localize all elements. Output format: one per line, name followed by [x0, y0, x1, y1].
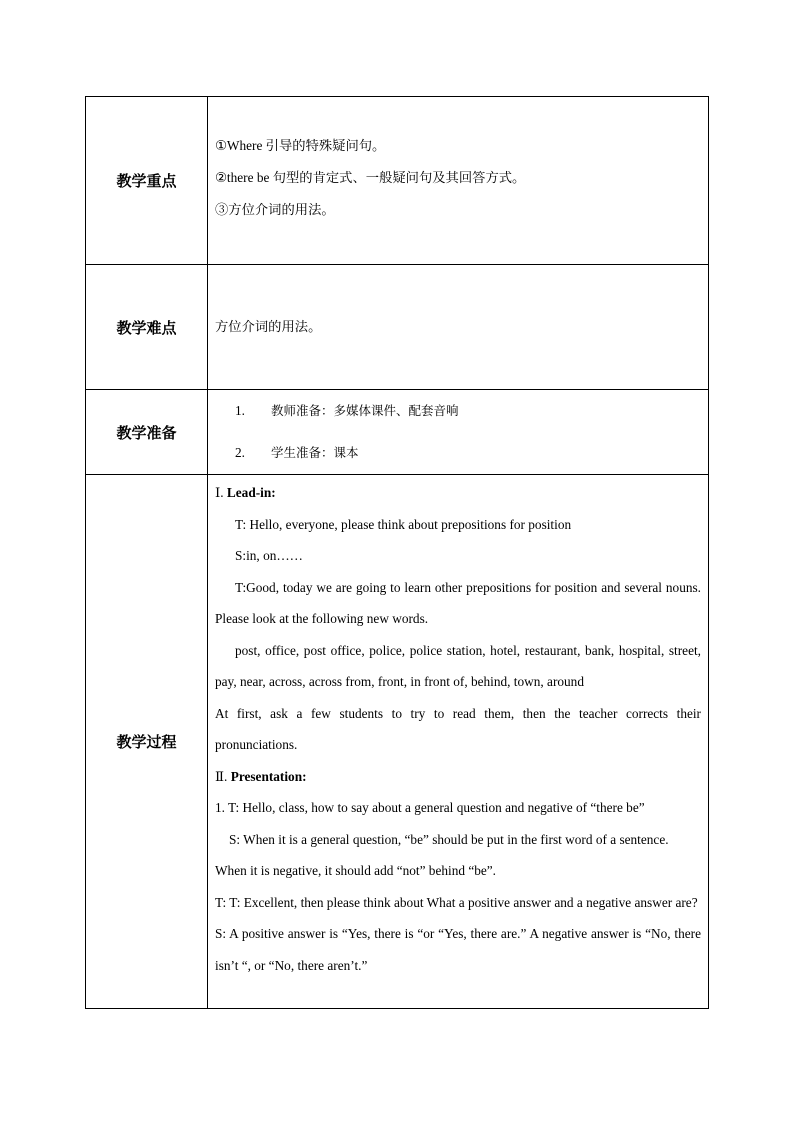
- preparation-item-text: 学生准备：课本: [271, 445, 359, 460]
- key-points-label: 教学重点: [86, 97, 208, 265]
- key-points-row: [86, 97, 709, 265]
- dialogue-line: T:Good, today we are going to learn other prepositions for position and several nouns. Please look at the following new words.: [215, 579, 701, 626]
- section-title: Presentation:: [227, 768, 307, 784]
- dialogue-line: S: When it is a general question, “be” should be put in the first word of a sentence. When it is negative, it should add “not” behind “be”.: [215, 831, 669, 878]
- preparation-item-number: 2.: [235, 445, 245, 460]
- section-roman-numeral: Ⅰ.: [215, 485, 224, 500]
- dialogue-line: S:in, on……: [235, 548, 303, 563]
- preparation-item: [235, 390, 708, 432]
- section-heading-lead-in: [215, 477, 701, 509]
- difficulties-row: [86, 265, 709, 390]
- difficulties-content: [208, 265, 709, 390]
- key-point-item: ①Where 引导的特殊疑问句。: [215, 138, 386, 153]
- difficulties-label: 教学难点: [86, 265, 208, 390]
- dialogue-line: S: A positive answer is “Yes, there is “or “Yes, there are.” A negative answer is “No, there isn’t “, or “No, there aren’t.”: [215, 926, 701, 973]
- process-label: 教学过程: [86, 475, 208, 1009]
- key-point-item: ②there be 句型的肯定式、一般疑问句及其回答方式。: [215, 170, 526, 185]
- section-roman-numeral: Ⅱ.: [215, 768, 228, 784]
- preparation-item-number: 1.: [235, 403, 245, 418]
- preparation-item: [235, 432, 708, 474]
- preparation-item-text: 教师准备：多媒体课件、配套音响: [271, 403, 459, 418]
- section-title: Lead-in:: [223, 485, 276, 500]
- key-points-content: [208, 97, 709, 265]
- process-content: [208, 475, 709, 1009]
- key-point-item: ③方位介词的用法。: [215, 202, 335, 217]
- difficulties-text: 方位介词的用法。: [215, 319, 322, 335]
- lesson-plan-table: [85, 96, 709, 1009]
- preparation-label: 教学准备: [86, 390, 208, 475]
- preparation-content: [208, 390, 709, 475]
- process-row: [86, 475, 709, 1009]
- section-heading-presentation: [215, 761, 701, 793]
- dialogue-line: T: Hello, everyone, please think about prepositions for position: [235, 516, 572, 532]
- dialogue-line: 1. T: Hello, class, how to say about a general question and negative of “there be”: [215, 800, 645, 815]
- dialogue-line: T: T: Excellent, then please think about What a positive answer and a negative answer are?: [215, 894, 698, 910]
- vocabulary-list: post, office, post office, police, police station, hotel, restaurant, bank, hospital, street, pay, near, across, across from, front, in front of, behind, town, around: [215, 642, 701, 689]
- instruction-text: At first, ask a few students to try to read them, then the teacher corrects their pronunciations.: [215, 705, 701, 752]
- preparation-row: [86, 390, 709, 475]
